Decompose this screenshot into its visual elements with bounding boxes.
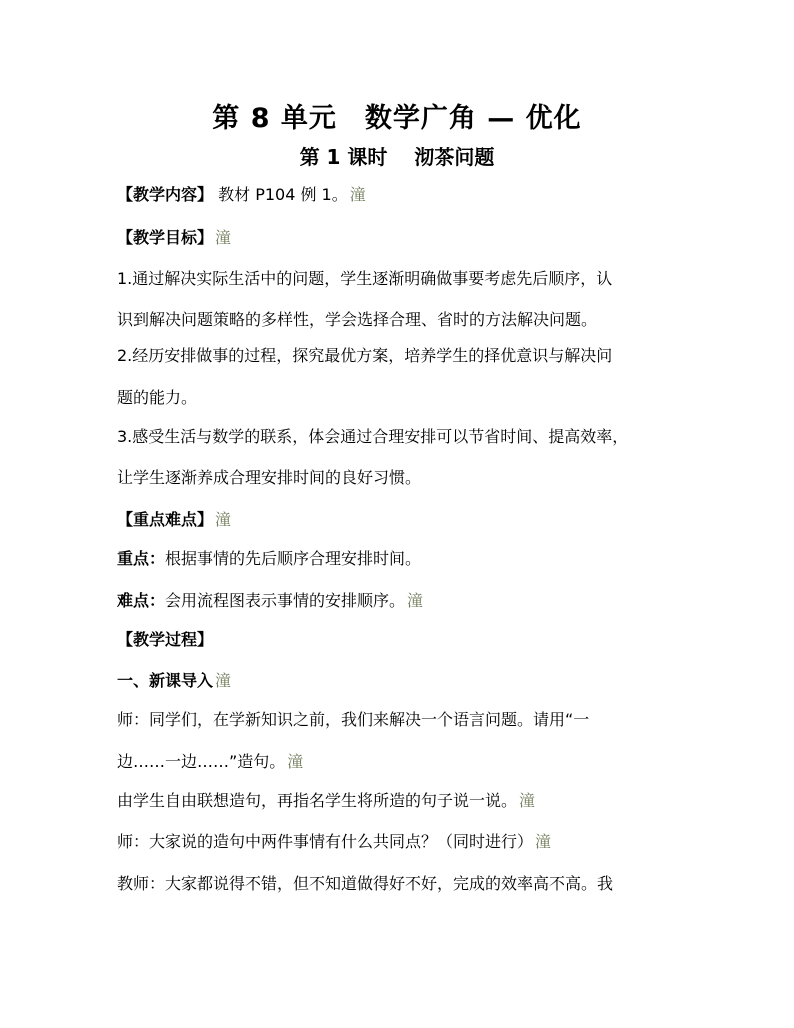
section-heading-line [117, 670, 687, 692]
process-heading-line [117, 629, 687, 651]
watermark-mark: 潼 [215, 671, 232, 690]
objective-line: 题的能力。 [117, 388, 198, 407]
difficult-point-label: 难点： [117, 591, 166, 610]
difficult-point-text: 会用流程图表示事情的安排顺序。 [165, 591, 406, 610]
objectives-heading-line [117, 227, 687, 249]
keypoints-heading: 【重点难点】 [117, 510, 214, 529]
process-line [117, 709, 687, 731]
key-point-label: 重点： [117, 549, 166, 568]
unit-title: 第 8 单元 数学广角 — 优化 [212, 103, 582, 134]
key-point-line [117, 548, 687, 570]
key-point-text: 根据事情的先后顺序合理安排时间。 [165, 549, 422, 568]
watermark-mark: 潼 [519, 791, 536, 810]
objective-line: 让学生逐渐养成合理安排时间的良好习惯。 [117, 468, 422, 487]
process-text: 教师：大家都说得不错，但不知道做得好不好，完成的效率高不高。我 [117, 874, 614, 893]
watermark-mark: 潼 [215, 228, 232, 247]
keypoints-heading-line [117, 509, 687, 531]
watermark-mark: 潼 [407, 591, 424, 610]
watermark-mark: 潼 [535, 832, 552, 851]
teaching-content-label: 【教学内容】 [117, 185, 214, 204]
watermark-mark: 潼 [349, 185, 366, 204]
process-text: 由学生自由联想造句，再指名学生将所造的句子说一说。 [117, 791, 518, 810]
process-text: 边……一边……”造句。 [117, 752, 286, 771]
objective-line: 识到解决问题策略的多样性，学会选择合理、省时的方法解决问题。 [117, 310, 598, 329]
objective-line: 3.感受生活与数学的联系，体会通过合理安排可以节省时间、提高效率， [117, 427, 629, 446]
process-heading: 【教学过程】 [117, 630, 214, 649]
section-heading: 一、新课导入 [117, 671, 214, 690]
process-text: 师：大家说的造句中两件事情有什么共同点？（同时进行） [117, 832, 534, 851]
difficult-point-line [117, 590, 687, 612]
process-line [117, 751, 687, 773]
process-line [117, 873, 687, 895]
objectives-heading: 【教学目标】 [117, 228, 214, 247]
lesson-subtitle: 第 1 课时 沏茶问题 [299, 145, 495, 169]
objective-line: 1.通过解决实际生活中的问题，学生逐渐明确做事要考虑先后顺序，认 [117, 269, 613, 288]
objective-line: 2.经历安排做事的过程，探究最优方案，培养学生的择优意识与解决问 [117, 346, 613, 365]
watermark-mark: 潼 [287, 752, 304, 771]
teaching-content-text: 教材 P104 例 1。 [213, 185, 348, 204]
process-text: 师：同学们，在学新知识之前，我们来解决一个语言问题。请用“一 [117, 710, 590, 729]
watermark-mark: 潼 [215, 510, 232, 529]
process-line [117, 831, 687, 853]
teaching-content-line [117, 184, 687, 206]
process-line [117, 790, 687, 812]
